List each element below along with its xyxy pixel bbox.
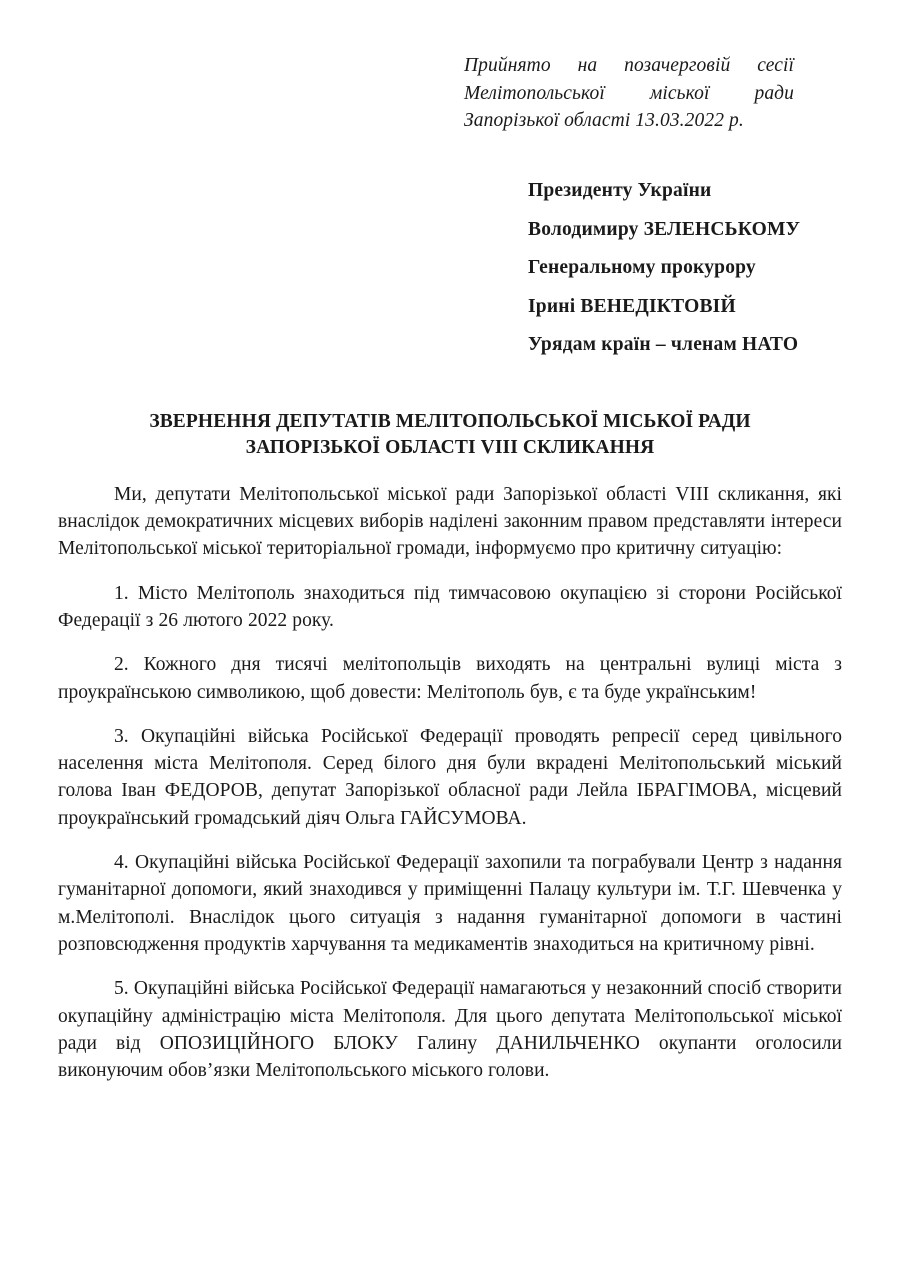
page-title-line-1: ЗВЕРНЕННЯ ДЕПУТАТІВ МЕЛІТОПОЛЬСЬКОЇ МІСЬКОЇ РАДИ — [149, 410, 751, 432]
paragraph-intro: Ми, депутати Мелітопольської міської ради Запорізької області VIII скликання, які внаслідок демократичних місцевих виборів наділені законним правом представляти інтереси Мелітопольської міської територіальної громади, інформуємо про критичну ситуацію: — [58, 483, 842, 560]
addressee-president-name: Володимиру ЗЕЛЕНСЬКОМУ — [528, 218, 801, 240]
page-title — [58, 409, 842, 461]
paragraph-1: 1. Місто Мелітополь знаходиться під тимчасовою окупацією зі сторони Російської Федерації з 26 лютого 2022 року. — [58, 582, 842, 631]
page-title-line-2: ЗАПОРІЗЬКОЇ ОБЛАСТІ VIII СКЛИКАННЯ — [245, 436, 655, 458]
paragraph-4: 4. Окупаційні війська Російської Федерації захопили та пограбували Центр з надання гуманітарної допомоги, який знаходився у приміщенні Палацу культури ім. Т.Г. Шевченка у м.Мелітополі. Внаслідок цього ситуація з надання гуманітарної допомоги в частині розповсюдження продуктів харчування та медикаментів знаходиться на критичному рівні. — [58, 852, 842, 955]
adopted-note-line-1: Прийнято на позачерговій сесії — [464, 55, 794, 76]
adopted-note — [464, 52, 794, 135]
adopted-note-line-3: Запорізької області 13.03.2022 р. — [464, 110, 744, 132]
adopted-note-line-2: Мелітопольської міської ради — [464, 82, 794, 104]
addressee-prosecutor-name: Ірині ВЕНЕДІКТОВІЙ — [528, 295, 736, 317]
addressee-president: Президенту України — [528, 180, 712, 202]
addressee-block — [528, 181, 842, 355]
addressee-nato: Урядам країн – членам НАТО — [528, 334, 799, 356]
paragraph-3: 3. Окупаційні війська Російської Федерації проводять репресії серед цивільного населення міста Мелітополя. Серед білого дня були вкрадені Мелітопольський міський голова Іван ФЕДОРОВ, депутат Запорізької обласної ради Лейла ІБРАГІМОВА, місцевий проукраїнський громадський діяч Ольга ГАЙСУМОВА. — [58, 725, 842, 829]
paragraph-2: 2. Кожного дня тисячі мелітопольців виходять на центральні вулиці міста з проукраїнською символикою, щоб довести: Мелітополь був, є та буде українським! — [58, 654, 842, 703]
addressee-prosecutor: Генеральному прокурору — [528, 257, 756, 279]
document-body — [58, 481, 842, 1085]
paragraph-5: 5. Окупаційні війська Російської Федерації намагаються у незаконний спосіб створити окупаційну адміністрацію міста Мелітополя. Для цього депутата Мелітопольської міської ради від ОПОЗИЦІЙНОГО БЛОКУ Галину ДАНИЛЬЧЕНКО окупанти оголосили виконуючим обов’язки Мелітопольського міського голови. — [58, 978, 842, 1082]
